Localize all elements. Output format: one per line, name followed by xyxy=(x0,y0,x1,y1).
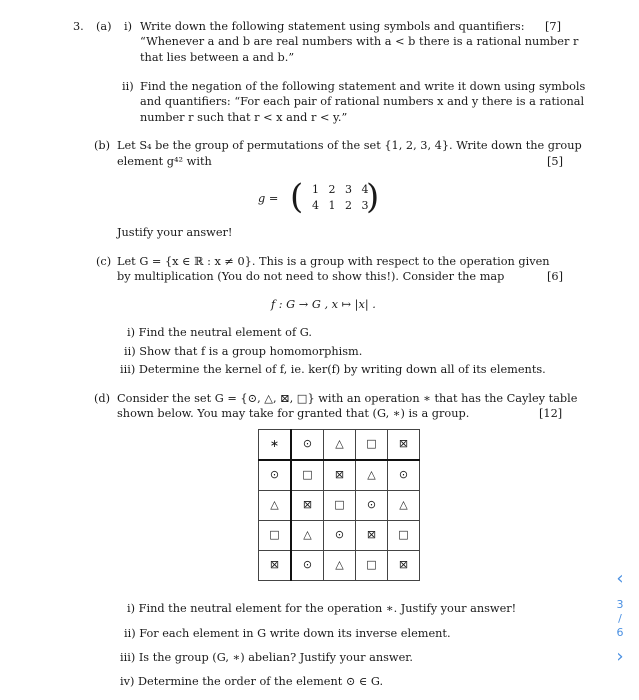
part-c-i: i) Find the neutral element of G. xyxy=(127,326,312,339)
part-c-line2: by multiplication (You do not need to show this!). Consider the map xyxy=(117,270,505,283)
part-a-label: (a) xyxy=(96,20,112,33)
cayley-row-header: ⊠ xyxy=(259,551,292,581)
prev-page-button[interactable]: ‹ xyxy=(616,568,624,589)
part-d-marks: [12] xyxy=(539,407,563,420)
part-d-ii: ii) For each element in G write down its inverse element. xyxy=(124,627,451,640)
part-a-i-line1: Write down the following statement using symbols and quantifiers: xyxy=(140,20,525,33)
part-a-i-label: i) xyxy=(124,20,133,33)
part-c-label: (c) xyxy=(96,255,112,268)
cayley-row xyxy=(259,491,420,521)
cayley-cell: ⊙ xyxy=(291,551,324,581)
cayley-row-header: □ xyxy=(259,521,292,551)
cayley-col-header: □ xyxy=(356,430,388,461)
part-d-line2: shown below. You may take for granted that (G, ∗) is a group. xyxy=(117,407,470,420)
part-b-marks: [5] xyxy=(547,155,564,168)
cayley-header-row xyxy=(259,430,420,461)
cayley-cell: △ xyxy=(388,491,420,521)
page-separator: / xyxy=(618,612,622,625)
current-page-number: 3 xyxy=(616,598,624,611)
part-a-ii-line3: number r such that r < x and r < y.” xyxy=(140,111,348,124)
cayley-cell: □ xyxy=(388,521,420,551)
part-d-iii: iii) Is the group (G, ∗) abelian? Justify your answer. xyxy=(120,651,414,664)
part-d-iv: iv) Determine the order of the element ⊙ ∈ G. xyxy=(120,675,384,688)
cayley-col-header: △ xyxy=(324,430,356,461)
matrix-left-paren: ( xyxy=(290,177,304,217)
matrix-top-row: 1 2 3 4 xyxy=(312,183,372,196)
cayley-corner: ∗ xyxy=(259,430,292,461)
part-b-justify: Justify your answer! xyxy=(117,226,233,239)
cayley-cell: △ xyxy=(356,460,388,491)
part-a-ii-line1: Find the negation of the following statement and write it down using symbols xyxy=(140,80,586,93)
cayley-cell: △ xyxy=(324,551,356,581)
cayley-cell: □ xyxy=(291,460,324,491)
next-page-button[interactable]: › xyxy=(616,646,624,667)
part-d-line1: Consider the set G = {⊙, △, ⊠, □} with an operation ∗ that has the Cayley table xyxy=(117,392,578,405)
part-a-ii-label: ii) xyxy=(122,80,134,93)
part-a-i-line3: that lies between a and b.” xyxy=(140,51,295,64)
cayley-cell: ⊠ xyxy=(324,460,356,491)
part-d-i: i) Find the neutral element for the operation ∗. Justify your answer! xyxy=(127,602,517,615)
total-pages: 6 xyxy=(616,626,624,639)
cayley-cell: □ xyxy=(324,491,356,521)
part-a-ii-line2: and quantifiers: “For each pair of rational numbers x and y there is a rational xyxy=(140,95,585,108)
cayley-row xyxy=(259,551,420,581)
part-c-map: f : G → G , x ↦ |x| . xyxy=(271,298,376,311)
cayley-row-header: △ xyxy=(259,491,292,521)
part-a-i-line2: “Whenever a and b are real numbers with a < b there is a rational number r xyxy=(140,35,579,48)
page-navigator xyxy=(606,570,634,670)
part-d-label: (d) xyxy=(94,392,111,405)
cayley-row-header: ⊙ xyxy=(259,460,292,491)
part-c-marks: [6] xyxy=(547,270,564,283)
part-b-line1: Let S₄ be the group of permutations of the set {1, 2, 3, 4}. Write down the group xyxy=(117,139,582,152)
matrix-bottom-row: 4 1 2 3 xyxy=(312,199,372,212)
cayley-cell: ⊠ xyxy=(388,551,420,581)
part-a-marks: [7] xyxy=(545,20,562,33)
cayley-row xyxy=(259,521,420,551)
cayley-table xyxy=(258,429,420,581)
part-b-label: (b) xyxy=(94,139,111,152)
part-b-line2: element g⁴² with xyxy=(117,155,212,168)
part-c-iii: iii) Determine the kernel of f, ie. ker(f) by writing down all of its elements. xyxy=(120,363,546,376)
cayley-col-header: ⊠ xyxy=(388,430,420,461)
cayley-cell: ⊙ xyxy=(324,521,356,551)
cayley-row xyxy=(259,460,420,491)
cayley-cell: □ xyxy=(356,551,388,581)
part-c-line1: Let G = {x ∈ ℝ : x ≠ 0}. This is a group with respect to the operation given xyxy=(117,255,550,268)
matrix-right-paren: ) xyxy=(366,177,380,217)
cayley-cell: ⊙ xyxy=(356,491,388,521)
permutation-g-label: g = xyxy=(258,192,279,205)
question-number: 3. xyxy=(73,20,84,33)
cayley-cell: ⊙ xyxy=(388,460,420,491)
cayley-col-header: ⊙ xyxy=(291,430,324,461)
cayley-cell: ⊠ xyxy=(291,491,324,521)
part-c-ii: ii) Show that f is a group homomorphism. xyxy=(124,345,363,358)
cayley-cell: △ xyxy=(291,521,324,551)
cayley-cell: ⊠ xyxy=(356,521,388,551)
